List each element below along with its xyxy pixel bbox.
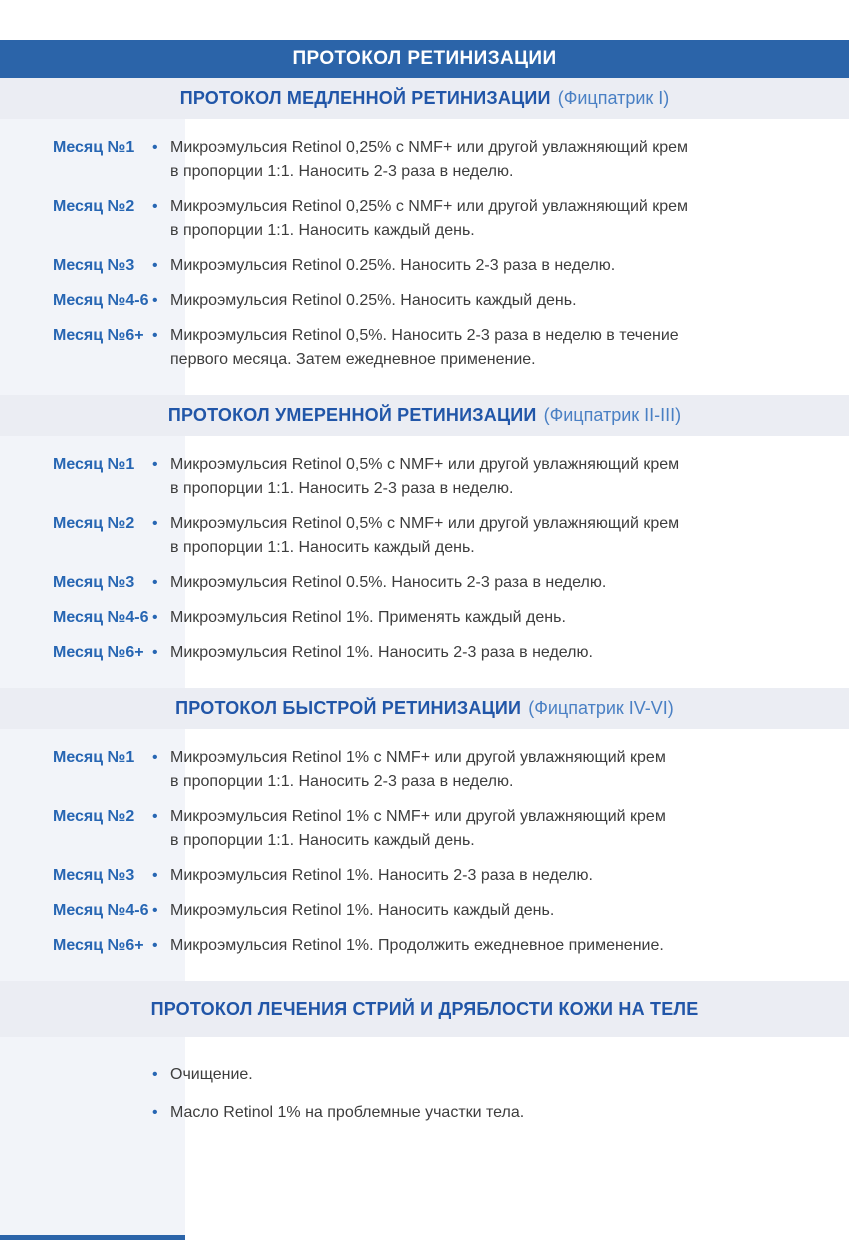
protocol-text-line: Микроэмульсия Retinol 1% с NMF+ или другой увлажняющий крем — [170, 808, 666, 825]
bullet-icon: • — [152, 609, 158, 626]
protocol-row — [0, 934, 849, 958]
section-header-band — [0, 78, 849, 119]
protocol-text-line: в пропорции 1:1. Наносить 2-3 раза в неделю. — [170, 773, 514, 790]
protocol-text-line: Микроэмульсия Retinol 1%. Наносить 2-3 раза в неделю. — [170, 867, 593, 884]
protocol-text — [170, 195, 688, 243]
protocol-row — [0, 195, 849, 243]
protocol-text — [170, 899, 554, 923]
protocol-row — [0, 136, 849, 184]
protocol-text — [170, 864, 593, 888]
month-label: Месяц №6+ — [53, 937, 144, 954]
protocol-text-line: Микроэмульсия Retinol 0.25%. Наносить каждый день. — [170, 292, 577, 309]
protocol-section — [0, 78, 849, 395]
bullet-icon: • — [152, 937, 158, 954]
protocol-row — [0, 1101, 849, 1125]
section-rows — [0, 1037, 849, 1151]
bullet-icon: • — [152, 1104, 158, 1121]
protocol-text-line: Микроэмульсия Retinol 1% с NMF+ или другой увлажняющий крем — [170, 749, 666, 766]
month-label: Месяц №1 — [53, 456, 135, 473]
section-subtitle: (Фицпатрик I) — [557, 88, 670, 108]
section-header-band — [0, 395, 849, 436]
protocol-text — [170, 746, 666, 794]
protocol-text-line: в пропорции 1:1. Наносить каждый день. — [170, 832, 475, 849]
section-rows — [0, 436, 849, 688]
month-label: Месяц №2 — [53, 198, 135, 215]
protocol-text-line: Микроэмульсия Retinol 1%. Наносить 2-3 раза в неделю. — [170, 644, 593, 661]
month-label: Месяц №3 — [53, 574, 135, 591]
protocol-text — [170, 571, 606, 595]
protocol-text-line: Микроэмульсия Retinol 1%. Наносить каждый день. — [170, 902, 555, 919]
protocol-row — [0, 453, 849, 501]
protocol-text-line: Микроэмульсия Retinol 0,5%. Наносить 2-3 раза в неделю в течение — [170, 327, 679, 344]
sections-container — [0, 78, 849, 1151]
section-subtitle: (Фицпатрик IV-VI) — [528, 698, 674, 718]
bullet-icon: • — [152, 456, 158, 473]
month-label: Месяц №2 — [53, 808, 135, 825]
document-page — [0, 40, 849, 1151]
section-subtitle: (Фицпатрик II-III) — [543, 405, 682, 425]
bullet-icon: • — [152, 198, 158, 215]
bullet-icon: • — [152, 257, 158, 274]
month-label: Месяц №3 — [53, 257, 135, 274]
section-title: ПРОТОКОЛ МЕДЛЕННОЙ РЕТИНИЗАЦИИ — [179, 88, 551, 108]
protocol-text — [170, 254, 615, 278]
bullet-icon: • — [152, 292, 158, 309]
protocol-text — [170, 136, 688, 184]
section-rows — [0, 119, 849, 395]
section-title: ПРОТОКОЛ ЛЕЧЕНИЯ СТРИЙ И ДРЯБЛОСТИ КОЖИ НА ТЕЛЕ — [150, 998, 699, 1019]
protocol-text — [170, 512, 679, 560]
month-label: Месяц №4-6 — [53, 609, 149, 626]
protocol-section — [0, 981, 849, 1151]
protocol-text — [170, 641, 593, 665]
section-rows — [0, 729, 849, 981]
main-header-bar — [0, 40, 849, 78]
bullet-icon: • — [152, 808, 158, 825]
protocol-text-line: Микроэмульсия Retinol 0,5% с NMF+ или другой увлажняющий крем — [170, 515, 680, 532]
section-header-band — [0, 981, 849, 1037]
protocol-text — [170, 453, 679, 501]
month-label: Месяц №4-6 — [53, 292, 149, 309]
protocol-text — [170, 805, 666, 853]
protocol-row — [0, 324, 849, 372]
protocol-section — [0, 688, 849, 981]
protocol-text — [170, 934, 664, 958]
bottom-accent-strip — [0, 1235, 185, 1240]
section-title: ПРОТОКОЛ УМЕРЕННОЙ РЕТИНИЗАЦИИ — [167, 405, 537, 425]
bullet-icon: • — [152, 749, 158, 766]
protocol-row — [0, 899, 849, 923]
month-label: Месяц №1 — [53, 749, 135, 766]
protocol-text — [170, 324, 679, 372]
protocol-text-line: Масло Retinol 1% на проблемные участки тела. — [170, 1104, 525, 1121]
protocol-text-line: первого месяца. Затем ежедневное применение. — [170, 351, 536, 368]
protocol-section — [0, 395, 849, 688]
protocol-row — [0, 864, 849, 888]
protocol-row — [0, 746, 849, 794]
protocol-text-line: Микроэмульсия Retinol 1%. Применять каждый день. — [170, 609, 566, 626]
protocol-text-line: в пропорции 1:1. Наносить 2-3 раза в неделю. — [170, 480, 514, 497]
bullet-icon: • — [152, 644, 158, 661]
protocol-text-line: Микроэмульсия Retinol 0.5%. Наносить 2-3 раза в неделю. — [170, 574, 607, 591]
month-label: Месяц №6+ — [53, 327, 144, 344]
section-header-band — [0, 688, 849, 729]
protocol-text-line: в пропорции 1:1. Наносить каждый день. — [170, 222, 475, 239]
bullet-icon: • — [152, 1066, 158, 1083]
protocol-text — [170, 1101, 524, 1125]
protocol-text-line: Микроэмульсия Retinol 0,25% с NMF+ или другой увлажняющий крем — [170, 139, 689, 156]
month-label: Месяц №3 — [53, 867, 135, 884]
bullet-icon: • — [152, 327, 158, 344]
protocol-text-line: Микроэмульсия Retinol 0.25%. Наносить 2-3 раза в неделю. — [170, 257, 616, 274]
protocol-text-line: Микроэмульсия Retinol 0,25% с NMF+ или другой увлажняющий крем — [170, 198, 689, 215]
protocol-text-line: Очищение. — [170, 1066, 253, 1083]
month-label: Месяц №6+ — [53, 644, 144, 661]
protocol-row — [0, 254, 849, 278]
page-title: ПРОТОКОЛ РЕТИНИЗАЦИИ — [292, 48, 557, 69]
protocol-text-line: в пропорции 1:1. Наносить каждый день. — [170, 539, 475, 556]
bullet-icon: • — [152, 574, 158, 591]
month-label: Месяц №1 — [53, 139, 135, 156]
protocol-row — [0, 289, 849, 313]
protocol-text-line: Микроэмульсия Retinol 1%. Продолжить ежедневное применение. — [170, 937, 664, 954]
month-label: Месяц №2 — [53, 515, 135, 532]
month-label: Месяц №4-6 — [53, 902, 149, 919]
protocol-text — [170, 1063, 253, 1087]
protocol-row — [0, 805, 849, 853]
bullet-icon: • — [152, 139, 158, 156]
protocol-row — [0, 571, 849, 595]
protocol-text — [170, 289, 577, 313]
protocol-text-line: Микроэмульсия Retinol 0,5% с NMF+ или другой увлажняющий крем — [170, 456, 680, 473]
bullet-icon: • — [152, 515, 158, 532]
protocol-row — [0, 606, 849, 630]
protocol-text — [170, 606, 566, 630]
protocol-row — [0, 641, 849, 665]
bullet-icon: • — [152, 902, 158, 919]
bullet-icon: • — [152, 867, 158, 884]
protocol-text-line: в пропорции 1:1. Наносить 2-3 раза в неделю. — [170, 163, 514, 180]
section-title: ПРОТОКОЛ БЫСТРОЙ РЕТИНИЗАЦИИ — [175, 698, 522, 718]
protocol-row — [0, 512, 849, 560]
protocol-row — [0, 1063, 849, 1087]
